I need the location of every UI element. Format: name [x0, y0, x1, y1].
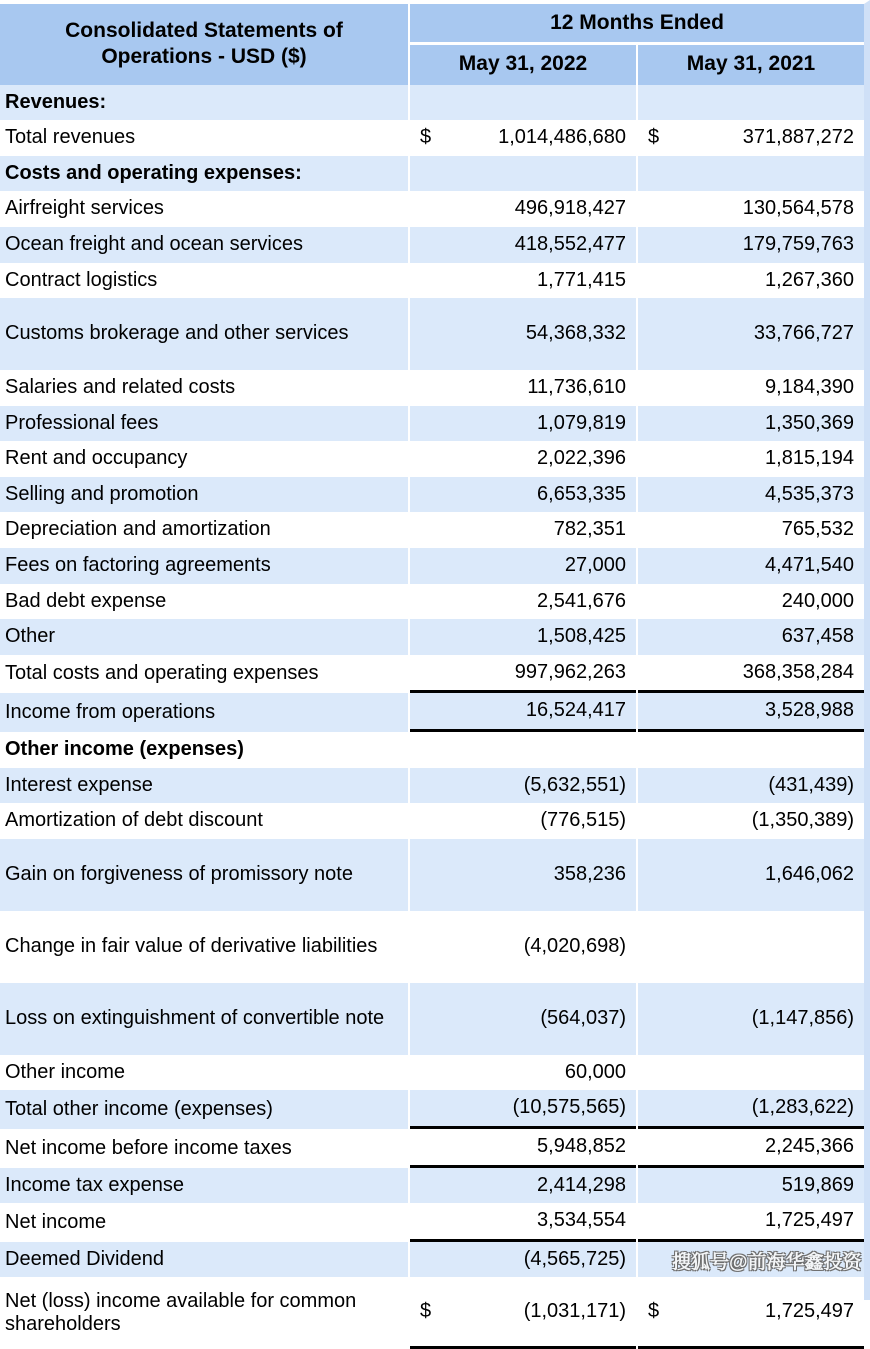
table-row: [0, 477, 864, 513]
table-row: [0, 512, 864, 548]
cell-value-2021: [638, 655, 864, 694]
cell-value-2021: [638, 263, 864, 299]
table-row: [0, 156, 864, 192]
currency-symbol: $: [420, 126, 432, 149]
cell-number: 418,552,477: [514, 232, 626, 255]
row-label: Loss on extinguishment of convertible note: [0, 983, 408, 1055]
cell-value-2022: [410, 477, 636, 513]
row-label: Salaries and related costs: [0, 370, 408, 406]
row-label: Selling and promotion: [0, 477, 408, 513]
cell-number: (4,020,698): [523, 935, 626, 958]
cell-value-2021: [638, 227, 864, 263]
row-label: Other: [0, 619, 408, 655]
cell-value-2022: [410, 655, 636, 694]
cell-value-2021: [638, 911, 864, 983]
table-row: [0, 1129, 864, 1168]
cell-value-2021: [638, 1203, 864, 1242]
cell-value-2022: [410, 120, 636, 156]
cell-value-2021: [638, 839, 864, 911]
cell-number: 2,414,298: [537, 1173, 626, 1196]
table-row: [0, 1277, 864, 1349]
cell-number: 11,736,610: [527, 376, 626, 399]
currency-symbol: $: [420, 1300, 432, 1323]
table-body: [0, 85, 864, 1349]
cell-value-2021: [638, 1277, 864, 1349]
row-label: Total costs and operating expenses: [0, 655, 408, 694]
row-label: Costs and operating expenses:: [0, 156, 408, 192]
row-label: Rent and occupancy: [0, 441, 408, 477]
cell-number: 997,962,263: [514, 660, 626, 683]
row-label: Net income: [0, 1203, 408, 1242]
cell-value-2021: [638, 693, 864, 732]
cell-value-2022: [410, 191, 636, 227]
cell-number: 33,766,727: [753, 322, 855, 345]
row-label: Other income: [0, 1055, 408, 1091]
table-row: [0, 1055, 864, 1091]
cell-value-2021: [638, 983, 864, 1055]
cell-value-2022: [410, 1277, 636, 1349]
row-label: Total other income (expenses): [0, 1090, 408, 1129]
cell-value-2021: [638, 477, 864, 513]
row-label: Ocean freight and ocean services: [0, 227, 408, 263]
cell-number: 1,014,486,680: [498, 126, 626, 149]
table-row: [0, 803, 864, 839]
cell-value-2021: [638, 1242, 864, 1278]
cell-number: 27,000: [564, 554, 626, 577]
cell-value-2021: [638, 512, 864, 548]
period-span-header: 12 Months Ended: [410, 4, 864, 45]
cell-number: (564,037): [540, 1007, 626, 1030]
cell-number: 637,458: [781, 625, 855, 648]
cell-value-2021: [638, 619, 864, 655]
cell-value-2022: [410, 85, 636, 121]
cell-value-2021: [638, 1090, 864, 1129]
row-label: Income from operations: [0, 693, 408, 732]
cell-value-2022: [410, 548, 636, 584]
cell-number: 2,245,366: [765, 1135, 855, 1157]
row-label: Bad debt expense: [0, 584, 408, 620]
table-row: [0, 1242, 864, 1278]
cell-value-2022: [410, 370, 636, 406]
table-row: [0, 839, 864, 911]
row-label: Amortization of debt discount: [0, 803, 408, 839]
row-label: Deemed Dividend: [0, 1242, 408, 1278]
cell-value-2021: [638, 406, 864, 442]
cell-number: 60,000: [564, 1060, 626, 1083]
cell-number: 782,351: [553, 518, 626, 541]
cell-value-2021: [638, 732, 864, 768]
cell-number: 3,528,988: [765, 699, 855, 722]
cell-number: 1,267,360: [765, 268, 855, 291]
cell-number: 1,508,425: [537, 625, 626, 648]
row-label: Total revenues: [0, 120, 408, 156]
cell-value-2021: [638, 1168, 864, 1204]
cell-number: (4,565,725): [523, 1247, 626, 1270]
cell-number: 496,918,427: [514, 197, 626, 220]
cell-number: 2,022,396: [537, 447, 626, 470]
cell-value-2022: [410, 298, 636, 370]
row-label: Depreciation and amortization: [0, 512, 408, 548]
cell-value-2022: [410, 227, 636, 263]
row-label: Net (loss) income available for common shareholders: [0, 1277, 408, 1349]
table-row: [0, 693, 864, 732]
cell-number: 4,535,373: [765, 482, 855, 505]
cell-value-2022: [410, 406, 636, 442]
cell-value-2021: [638, 768, 864, 804]
table-row: [0, 263, 864, 299]
cell-value-2021: [638, 120, 864, 156]
row-label: Net income before income taxes: [0, 1129, 408, 1168]
cell-number: 1,725,497: [765, 1300, 855, 1323]
cell-number: 3,534,554: [537, 1209, 626, 1232]
table-row: [0, 655, 864, 694]
cell-number: 2,541,676: [537, 589, 626, 612]
cell-number: (1,350,389): [751, 809, 855, 832]
table-row: [0, 298, 864, 370]
cell-number: 179,759,763: [742, 232, 855, 255]
cell-value-2022: [410, 512, 636, 548]
table-row: [0, 441, 864, 477]
cell-value-2022: [410, 584, 636, 620]
cell-value-2022: [410, 441, 636, 477]
row-label: Income tax expense: [0, 1168, 408, 1204]
cell-number: 1,771,415: [537, 268, 626, 291]
cell-value-2022: [410, 1090, 636, 1129]
cell-value-2021: [638, 441, 864, 477]
table-header: [0, 4, 864, 85]
row-label: Customs brokerage and other services: [0, 298, 408, 370]
table-row: [0, 191, 864, 227]
cell-value-2021: [638, 1129, 864, 1168]
table-row: [0, 911, 864, 983]
cell-number: (1,283,622): [751, 1096, 855, 1119]
cell-value-2022: [410, 1168, 636, 1204]
cell-number: 5,948,852: [537, 1135, 626, 1157]
cell-number: 371,887,272: [742, 126, 855, 149]
row-label: Change in fair value of derivative liabilities: [0, 911, 408, 983]
row-label: Contract logistics: [0, 263, 408, 299]
cell-value-2021: [638, 803, 864, 839]
table-row: [0, 120, 864, 156]
cell-number: 16,524,417: [525, 699, 626, 722]
cell-value-2022: [410, 156, 636, 192]
header-row-group: [0, 4, 864, 45]
table-row: [0, 1168, 864, 1204]
currency-symbol: $: [648, 126, 660, 149]
cell-number: 9,184,390: [765, 376, 855, 399]
table-row: [0, 227, 864, 263]
cell-number: (1,147,856): [751, 1007, 855, 1030]
row-label: Gain on forgiveness of promissory note: [0, 839, 408, 911]
table-row: [0, 370, 864, 406]
cell-value-2021: [638, 370, 864, 406]
cell-number: 6,653,335: [537, 482, 626, 505]
table-row: [0, 619, 864, 655]
column-header-2022: May 31, 2022: [410, 45, 636, 85]
cell-number: (431,439): [768, 773, 855, 796]
table-row: [0, 768, 864, 804]
cell-number: 765,532: [781, 518, 855, 541]
row-label: Revenues:: [0, 85, 408, 121]
cell-value-2021: [638, 584, 864, 620]
table-row: [0, 85, 864, 121]
cell-value-2022: [410, 619, 636, 655]
cell-number: 54,368,332: [525, 322, 626, 345]
row-label: Other income (expenses): [0, 732, 408, 768]
cell-number: (5,632,551): [523, 773, 626, 796]
cell-number: 1,815,194: [765, 447, 855, 470]
cell-value-2022: [410, 768, 636, 804]
row-label: Interest expense: [0, 768, 408, 804]
table-row: [0, 732, 864, 768]
cell-number: (10,575,565): [512, 1096, 626, 1119]
cell-number: 1,350,369: [765, 411, 855, 434]
row-label: Fees on factoring agreements: [0, 548, 408, 584]
table-row: [0, 1203, 864, 1242]
cell-number: 4,471,540: [765, 554, 855, 577]
cell-number: 368,358,284: [742, 660, 855, 683]
statement-title: Consolidated Statements of Operations - USD ($): [0, 4, 408, 85]
cell-number: (1,031,171): [523, 1300, 626, 1323]
cell-value-2022: [410, 263, 636, 299]
cell-number: 1,725,497: [765, 1209, 855, 1232]
column-header-2021: May 31, 2021: [638, 45, 864, 85]
cell-value-2022: [410, 911, 636, 983]
cell-value-2022: [410, 1203, 636, 1242]
cell-value-2022: [410, 803, 636, 839]
consolidated-operations-table: [0, 4, 864, 1349]
table-row: [0, 548, 864, 584]
row-label: Professional fees: [0, 406, 408, 442]
cell-value-2022: [410, 693, 636, 732]
cell-value-2022: [410, 983, 636, 1055]
source-watermark: 搜狐号@前海华鑫投资: [672, 1252, 862, 1273]
cell-value-2021: [638, 1055, 864, 1091]
cell-value-2022: [410, 1242, 636, 1278]
cell-value-2021: [638, 548, 864, 584]
table-row: [0, 983, 864, 1055]
table-row: [0, 406, 864, 442]
cell-number: 519,869: [781, 1173, 855, 1196]
cell-number: 1,079,819: [537, 411, 626, 434]
cell-value-2021: [638, 191, 864, 227]
cell-number: 358,236: [553, 863, 626, 886]
table-row: [0, 1090, 864, 1129]
cell-value-2022: [410, 1129, 636, 1168]
cell-number: 130,564,578: [742, 197, 855, 220]
table-row: [0, 584, 864, 620]
cell-value-2022: [410, 732, 636, 768]
cell-number: 240,000: [781, 589, 855, 612]
cell-value-2021: [638, 85, 864, 121]
cell-value-2022: [410, 839, 636, 911]
cell-value-2021: [638, 156, 864, 192]
cell-number: (776,515): [540, 809, 626, 832]
cell-value-2021: [638, 298, 864, 370]
currency-symbol: $: [648, 1300, 660, 1323]
cell-number: 1,646,062: [765, 863, 855, 886]
cell-value-2022: [410, 1055, 636, 1091]
row-label: Airfreight services: [0, 191, 408, 227]
